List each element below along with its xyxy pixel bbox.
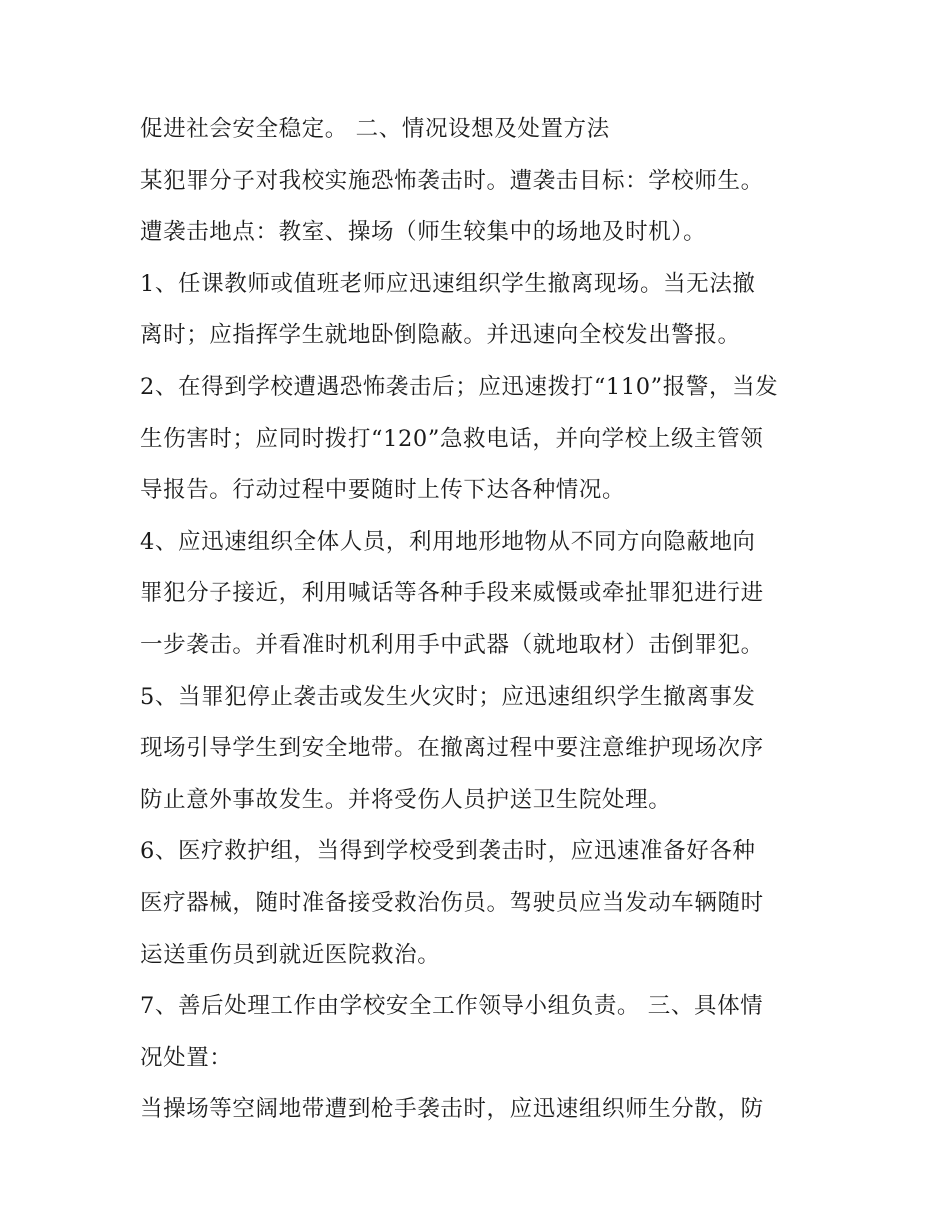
- document-body: [140, 108, 830, 1140]
- text-line: 遭袭击地点：教室、操场（师生较集中的场地及时机）。: [140, 219, 707, 246]
- text-line: 当操场等空阔地带遭到枪手袭击时，应迅速组织师生分散，防: [140, 1096, 764, 1123]
- text-line: 防止意外事故发生。并将受伤人员护送卫生院处理。: [140, 786, 672, 813]
- text-line: 2、在得到学校遭遇恐怖袭击后；应迅速拨打“110”报警，当发: [140, 373, 779, 400]
- text-line: 生伤害时；应同时拨打“120”急救电话，并向学校上级主管领: [140, 425, 764, 452]
- text-line: 罪犯分子接近，利用喊话等各种手段来威慑或牵扯罪犯进行进: [140, 580, 764, 607]
- text-line: 运送重伤员到就近医院救治。: [140, 941, 441, 968]
- text-line: 医疗器械，随时准备接受救治伤员。驾驶员应当发动车辆随时: [140, 889, 764, 916]
- text-line: 促进社会安全稳定。 二、情况设想及处置方法: [140, 116, 610, 142]
- text-line: 一步袭击。并看准时机利用手中武器（就地取材）击倒罪犯。: [140, 631, 764, 658]
- text-line: 1、任课教师或值班老师应迅速组织学生撤离现场。当无法撤: [140, 270, 756, 297]
- text-line: 4、应迅速组织全体人员，利用地形地物从不同方向隐蔽地向: [140, 528, 756, 555]
- text-line: 况处置：: [140, 1044, 233, 1071]
- text-line: 6、医疗救护组，当得到学校受到袭击时，应迅速准备好各种: [140, 838, 756, 865]
- text-line: 5、当罪犯停止袭击或发生火灾时；应迅速组织学生撤离事发: [140, 683, 756, 710]
- text-line: 7、善后处理工作由学校安全工作领导小组负责。 三、具体情: [140, 993, 764, 1020]
- text-line: 某犯罪分子对我校实施恐怖袭击时。遭袭击目标：学校师生。: [140, 167, 764, 194]
- text-line: 离时；应指挥学生就地卧倒隐蔽。并迅速向全校发出警报。: [140, 322, 741, 349]
- text-line: 现场引导学生到安全地带。在撤离过程中要注意维护现场次序: [140, 735, 764, 762]
- text-line: 导报告。行动过程中要随时上传下达各种情况。: [140, 477, 626, 504]
